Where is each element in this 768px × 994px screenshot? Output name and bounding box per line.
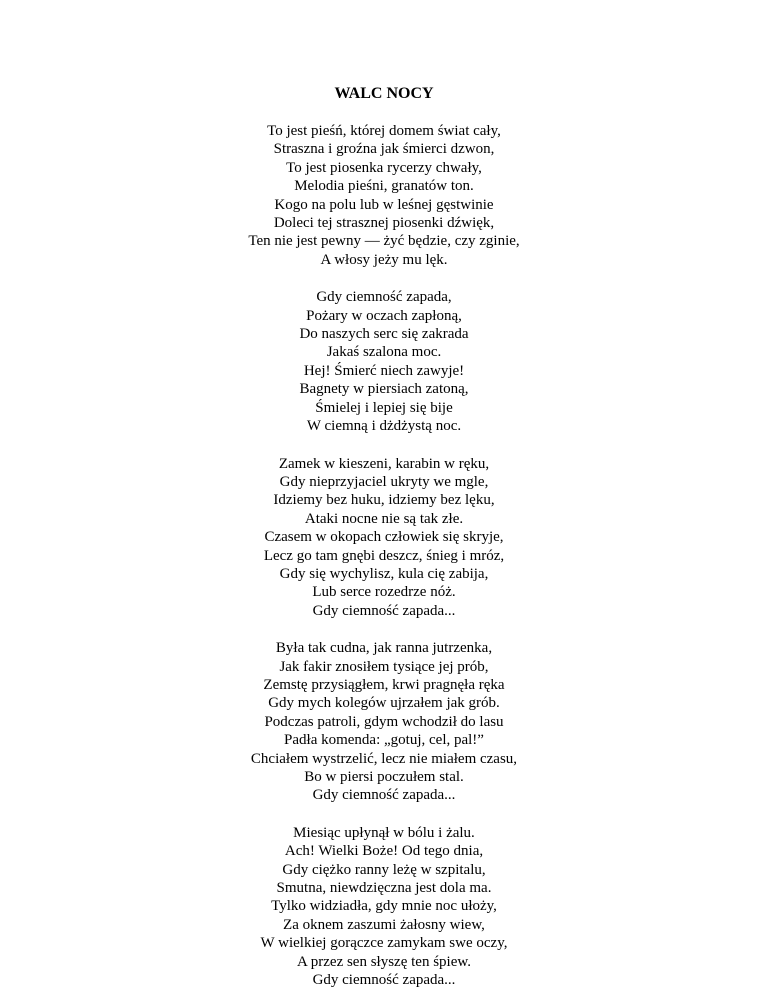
poem-line: A przez sen słyszę ten śpiew. bbox=[297, 953, 471, 970]
poem-line: Kogo na polu lub w leśnej gęstwinie bbox=[274, 196, 494, 213]
poem-line: Chciałem wystrzelić, lecz nie miałem czasu, bbox=[250, 750, 518, 767]
poem-line: Bagnety w piersiach zatoną, bbox=[299, 381, 469, 398]
poem-stanza bbox=[0, 824, 768, 990]
poem-stanza bbox=[0, 639, 768, 805]
poem-line: To jest pieśń, której domem świat cały, bbox=[267, 123, 501, 139]
poem-line: Gdy ciemność zapada... bbox=[312, 602, 456, 619]
poem-line: Miesiąc upłynął w bólu i żalu. bbox=[293, 824, 475, 841]
poem-line: Gdy ciężko ranny leżę w szpitalu, bbox=[282, 861, 486, 878]
poem-line: Padła komenda: „gotuj, cel, pal!” bbox=[284, 732, 484, 749]
poem-line: Pożary w oczach zapłoną, bbox=[306, 307, 462, 324]
poem-stanza bbox=[0, 122, 768, 269]
poem-line: Hej! Śmierć niech zawyje! bbox=[303, 362, 465, 379]
poem-line: Śmielej i lepiej się bije bbox=[315, 399, 453, 416]
poem-line: Straszna i groźna jak śmierci dzwon, bbox=[273, 141, 495, 158]
poem-line: Gdy ciemność zapada... bbox=[312, 787, 456, 804]
poem-line: Zemstę przysiągłem, krwi pragnęła ręka bbox=[263, 676, 505, 693]
poem-line: Gdy nieprzyjaciel ukryty we mgle, bbox=[279, 473, 489, 490]
poem-line: Ach! Wielki Boże! Od tego dnia, bbox=[284, 843, 484, 860]
poem-line: Gdy się wychylisz, kula cię zabija, bbox=[279, 565, 489, 582]
poem-line: Ten nie jest pewny — żyć będzie, czy zginie, bbox=[248, 233, 520, 250]
poem-line: Do naszych serc się zakrada bbox=[299, 326, 469, 343]
poem-line: Idziemy bez huku, idziemy bez lęku, bbox=[273, 492, 495, 509]
poem-line: A włosy jeży mu lęk. bbox=[320, 251, 448, 268]
poem-line: Gdy ciemność zapada... bbox=[312, 972, 456, 989]
poem-line: Zamek w kieszeni, karabin w ręku, bbox=[278, 455, 490, 472]
poem-line: Tylko widziadła, gdy mnie noc ułoży, bbox=[271, 898, 497, 915]
poem-line: Jakaś szalona moc. bbox=[326, 344, 442, 361]
poem-line: Gdy mych kolegów ujrzałem jak grób. bbox=[268, 695, 500, 712]
poem-line: Czasem w okopach człowiek się skryje, bbox=[264, 529, 504, 546]
poem-line: W wielkiej gorączce zamykam swe oczy, bbox=[260, 935, 508, 952]
poem-line: Lecz go tam gnębi deszcz, śnieg i mróz, bbox=[263, 547, 505, 564]
poem-line: Za oknem zaszumi żałosny wiew, bbox=[283, 916, 485, 933]
poem-stanza bbox=[0, 288, 768, 435]
poem-line: Lub serce rozedrze nóż. bbox=[312, 584, 456, 601]
poem-line: Była tak cudna, jak ranna jutrzenka, bbox=[275, 640, 493, 657]
poem-line: To jest piosenka rycerzy chwały, bbox=[286, 159, 482, 176]
poem-stanza bbox=[0, 455, 768, 621]
poem-line: Doleci tej strasznej piosenki dźwięk, bbox=[273, 215, 495, 232]
poem-line: Gdy ciemność zapada, bbox=[316, 289, 452, 306]
poem-line: Smutna, niewdzięczna jest dola ma. bbox=[276, 880, 492, 897]
poem-line: Podczas patroli, gdym wchodził do lasu bbox=[264, 713, 504, 730]
poem-body bbox=[0, 122, 768, 989]
poem-line: Ataki nocne nie są tak złe. bbox=[304, 510, 464, 527]
poem-line: Jak fakir znosiłem tysiące jej prób, bbox=[279, 658, 489, 675]
document-title: WALC NOCY bbox=[334, 85, 434, 102]
poem-line: W ciemną i dżdżystą noc. bbox=[306, 418, 462, 435]
poem-line: Melodia pieśni, granatów ton. bbox=[294, 178, 474, 195]
poem-line: Bo w piersi poczułem stal. bbox=[304, 769, 464, 785]
